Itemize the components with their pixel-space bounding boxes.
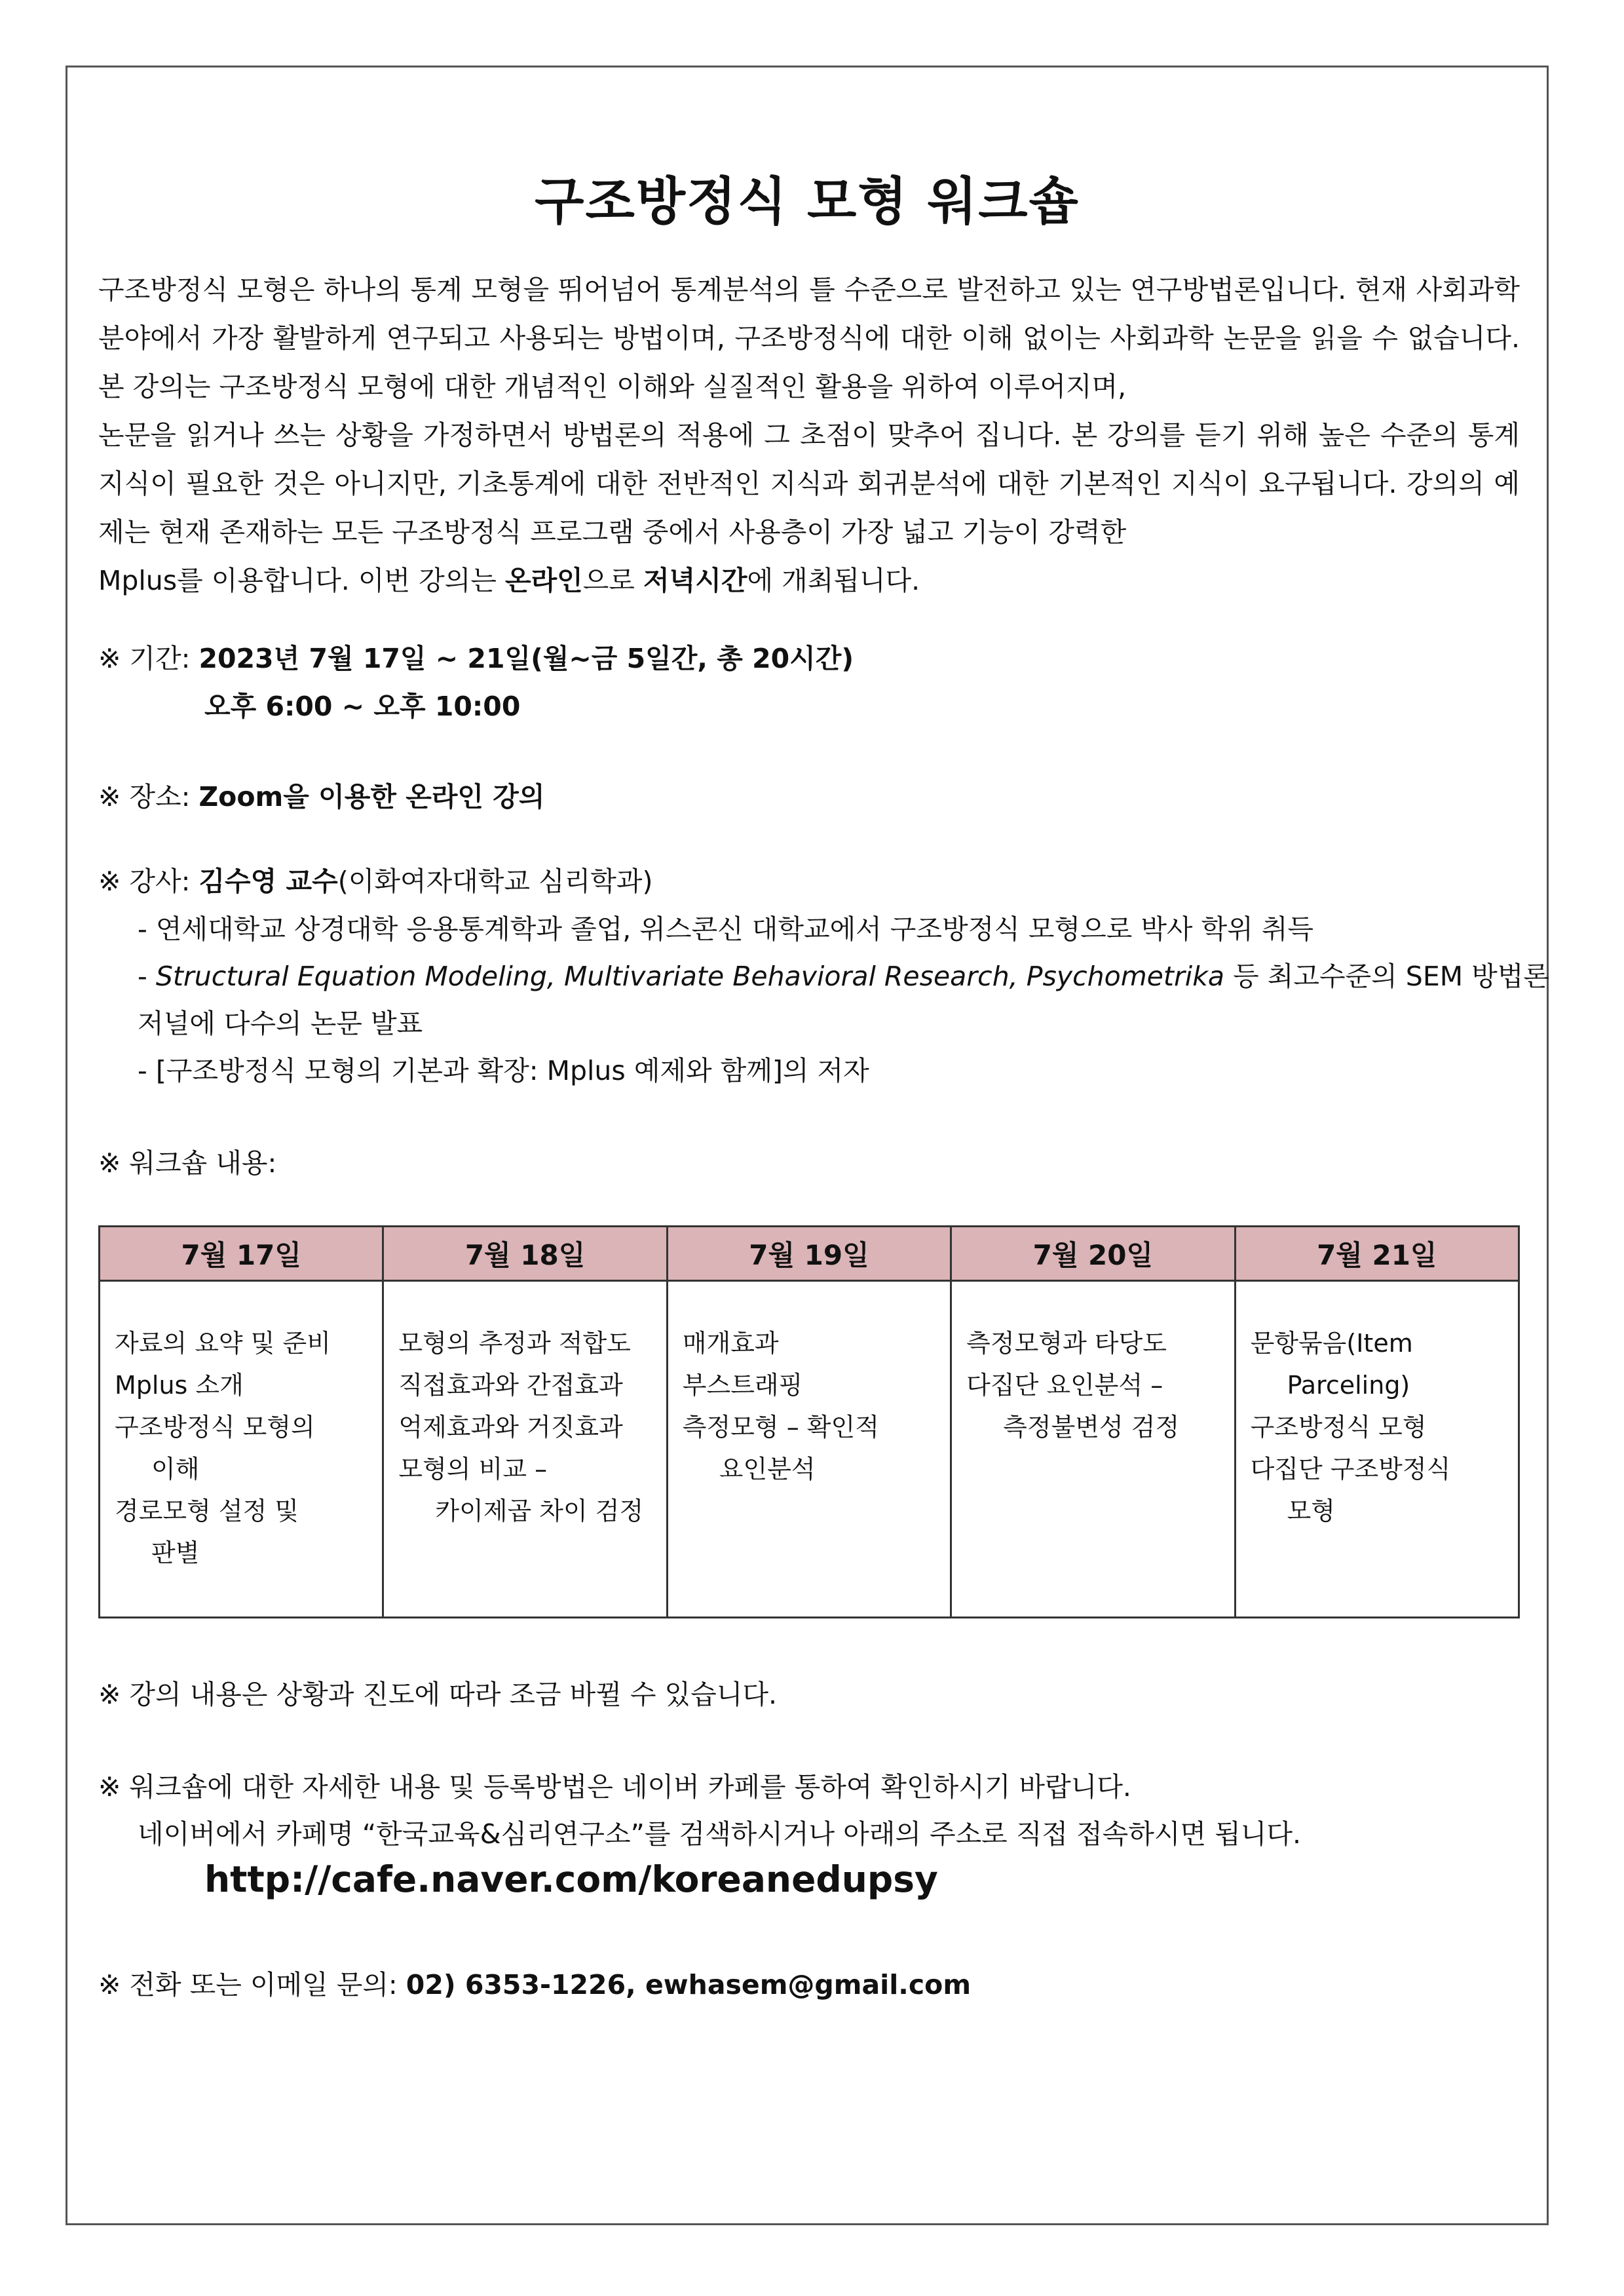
period-date: 2023년 7월 17일 ~ 21일(월~금 5일간, 총 20시간) <box>198 643 854 674</box>
bullet-2-dash: - <box>138 961 156 992</box>
schedule-topic: 판별 <box>151 1539 200 1567</box>
instructor-bullet-2-cont: 저널에 다수의 논문 발표 <box>138 1008 423 1039</box>
intro-evening: 저녁시간 <box>643 565 747 596</box>
schedule-topic: 이해 <box>151 1455 200 1483</box>
schedule-topic: 다집단 구조방정식 <box>1250 1455 1451 1483</box>
schedule-body-row <box>100 1281 1519 1618</box>
schedule-topic: 문항묶음(Item <box>1250 1329 1413 1358</box>
page-title: 구조방정식 모형 워크숍 <box>535 172 1080 231</box>
period-label: ※ 기간: <box>98 643 199 674</box>
cafe-url-link[interactable]: http://cafe.naver.com/koreanedupsy <box>204 1858 938 1900</box>
instructor-label: ※ 강사: <box>98 866 199 897</box>
schedule-topic: Mplus 소개 <box>115 1371 244 1400</box>
schedule-day-cell <box>383 1281 667 1618</box>
intro-text-1: 구조방정식 모형은 하나의 통계 모형을 뛰어넘어 통계분석의 틀 수준으로 발전하고 있는 연구방법론입니다. 현재 사회과학 분야에서 가장 활발하게 연구되고 사용되는 방법이며, 구조방정식에 대한 이해 없이는 사회과학 논문을 읽을 수 없습니다. 본 강의는 구조방정식 모형에 대한 개념적인 이해와 실질적인 활용을 위하여 이루어지며, <box>98 274 1520 402</box>
schedule-topic: 측정불변성 검정 <box>1003 1413 1180 1442</box>
schedule-table <box>98 1225 1520 1618</box>
schedule-header-row <box>100 1227 1519 1281</box>
intro-text-3b: 으로 <box>582 565 644 596</box>
contact-value: 02) 6353-1226, ewhasem@gmail.com <box>406 1969 972 2000</box>
contents-label: ※ 워크숍 내용: <box>98 1147 277 1179</box>
schedule-topic: 모형 <box>1287 1497 1335 1525</box>
schedule-day-cell <box>667 1281 951 1618</box>
schedule-topic: 구조방정식 모형의 <box>115 1413 315 1442</box>
schedule-day-header: 7월 18일 <box>383 1227 667 1281</box>
schedule-day-cell <box>1235 1281 1519 1618</box>
journal-list: Structural Equation Modeling, Multivariate Behavioral Research, Psychometrika <box>155 961 1225 992</box>
schedule-day-header: 7월 21일 <box>1235 1227 1519 1281</box>
schedule-topic: 모형의 추정과 적합도 <box>398 1329 631 1358</box>
intro-text-3a: Mplus를 이용합니다. 이번 강의는 <box>98 565 505 596</box>
contact-line <box>98 1963 971 2002</box>
schedule-topic: 자료의 요약 및 준비 <box>115 1329 331 1358</box>
note-cafe-2: 네이버에서 카페명 “한국교육&심리연구소”를 검색하시거나 아래의 주소로 직접 접속하시면 됩니다. <box>138 1818 1301 1850</box>
intro-online: 온라인 <box>504 565 583 596</box>
instructor-line <box>98 860 652 898</box>
schedule-day-header: 7월 17일 <box>100 1227 383 1281</box>
schedule-topic: 구조방정식 모형 <box>1250 1413 1427 1442</box>
venue-value: Zoom을 이용한 온라인 강의 <box>198 781 545 813</box>
schedule-topic: 다집단 요인분석 – <box>966 1371 1163 1400</box>
schedule-topic: 억제효과와 거짓효과 <box>398 1413 623 1442</box>
instructor-bullet-3: - [구조방정식 모형의 기본과 확장: Mplus 예제와 함께]의 저자 <box>138 1055 869 1086</box>
schedule-topic: 부스트래핑 <box>682 1371 803 1400</box>
schedule-day-cell <box>951 1281 1235 1618</box>
schedule-topic: 경로모형 설정 및 <box>115 1497 299 1525</box>
intro-text-2: 논문을 읽거나 쓰는 상황을 가정하면서 방법론의 적용에 그 초점이 맞추어 집니다. 본 강의를 듣기 위해 높은 수준의 통계지식이 필요한 것은 아니지만, 기초통계에 대한 전반적인 지식과 회귀분석에 대한 기본적인 지식이 요구됩니다. 강의의 예제는 현재 존재하는 모든 구조방정식 프로그램 중에서 사용층이 가장 넓고 기능이 강력한 <box>98 419 1520 548</box>
schedule-topic: 측정모형과 타당도 <box>966 1329 1167 1358</box>
venue-label: ※ 장소: <box>98 781 199 813</box>
venue-line <box>98 775 545 814</box>
note-cafe-1: ※ 워크숍에 대한 자세한 내용 및 등록방법은 네이버 카페를 통하여 확인하시기 바랍니다. <box>98 1771 1131 1803</box>
period-time: 오후 6:00 ~ 오후 10:00 <box>204 691 521 722</box>
intro-paragraph <box>98 265 1520 605</box>
instructor-affiliation: (이화여자대학교 심리학과) <box>337 866 653 897</box>
instructor-bullet-2 <box>138 955 1549 993</box>
bullet-2-text: 등 최고수준의 SEM 방법론 <box>1224 961 1549 992</box>
instructor-bullet-1: - 연세대학교 상경대학 응용통계학과 졸업, 위스콘신 대학교에서 구조방정식 모형으로 박사 학위 취득 <box>138 913 1314 945</box>
schedule-topic: 요인분석 <box>719 1455 816 1483</box>
schedule-topic: Parceling) <box>1287 1371 1410 1400</box>
instructor-name: 김수영 교수 <box>198 866 338 897</box>
schedule-topic: 직접효과와 간접효과 <box>398 1371 623 1400</box>
schedule-topic: 측정모형 – 확인적 <box>682 1413 879 1442</box>
contact-label: ※ 전화 또는 이메일 문의: <box>98 1969 406 2000</box>
schedule-day-header: 7월 20일 <box>951 1227 1235 1281</box>
schedule-day-cell <box>100 1281 383 1618</box>
schedule-topic: 매개효과 <box>682 1329 779 1358</box>
note-change: ※ 강의 내용은 상황과 진도에 따라 조금 바뀔 수 있습니다. <box>98 1679 778 1710</box>
intro-text-3c: 에 개최됩니다. <box>747 565 920 596</box>
schedule-topic: 모형의 비교 – <box>398 1455 548 1483</box>
schedule-topic: 카이제곱 차이 검정 <box>435 1497 644 1525</box>
schedule-day-header: 7월 19일 <box>667 1227 951 1281</box>
intro-text-3 <box>98 556 1520 605</box>
period-line <box>98 637 854 676</box>
